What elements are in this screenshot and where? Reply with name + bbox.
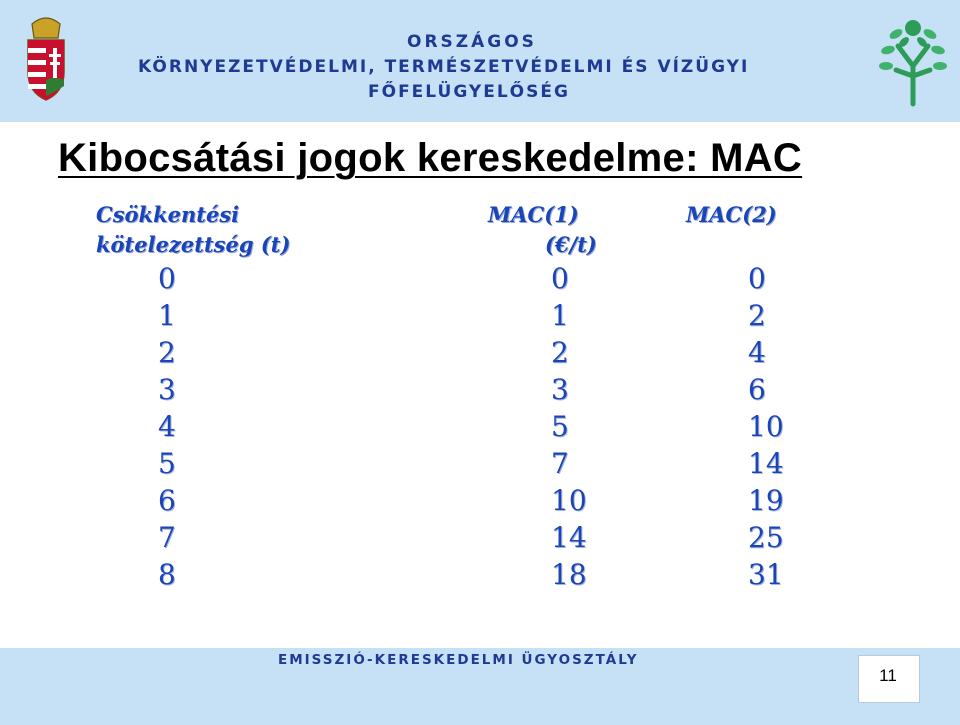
- table-cell: 4: [158, 410, 176, 443]
- table-cell: 5: [551, 410, 569, 443]
- header-mac2: MAC(2): [686, 202, 777, 227]
- table-cell: 1: [158, 299, 176, 332]
- slide-title: Kibocsátási jogok kereskedelme: MAC: [58, 136, 803, 180]
- table-cell: 6: [158, 484, 176, 517]
- header-mac1-line1: MAC(1): [488, 202, 579, 227]
- table-cell: 0: [551, 262, 569, 295]
- header-reduction-line1: Csökkentési: [96, 202, 240, 227]
- column-mac2: [748, 260, 808, 593]
- table-cell: 0: [748, 262, 766, 295]
- table-cell: 3: [158, 373, 176, 406]
- table-cell: 2: [158, 336, 176, 369]
- table-cell: 0: [158, 262, 176, 295]
- table-cell: 14: [551, 521, 587, 554]
- table-cell: 8: [158, 558, 176, 591]
- table-cell: 7: [551, 447, 569, 480]
- table-cell: 10: [748, 410, 784, 443]
- table-cell: 19: [748, 484, 784, 517]
- org-name-line3: FŐFELÜGYELŐSÉG: [368, 82, 570, 102]
- table-cell: 10: [551, 484, 587, 517]
- header-mac1-unit: (€/t): [545, 232, 597, 257]
- table-cell: 31: [748, 558, 784, 591]
- table-cell: 7: [158, 521, 176, 554]
- table-cell: 6: [748, 373, 766, 406]
- table-cell: 18: [551, 558, 587, 591]
- table-cell: 14: [748, 447, 784, 480]
- tree-logo-icon: [876, 12, 950, 108]
- org-name-line1: ORSZÁGOS: [407, 32, 537, 52]
- org-name-line2: KÖRNYEZETVÉDELMI, TERMÉSZETVÉDELMI ÉS VÍZÜGYI: [138, 57, 750, 77]
- header-reduction-line2: kötelezettség (t): [96, 232, 291, 257]
- table-cell: 1: [551, 299, 569, 332]
- table-cell: 2: [551, 336, 569, 369]
- table-cell: 3: [551, 373, 569, 406]
- table-cell: 4: [748, 336, 766, 369]
- column-mac1: [551, 260, 611, 593]
- page-number: 11: [879, 666, 897, 685]
- column-reduction: [158, 260, 218, 593]
- table-cell: 5: [158, 447, 176, 480]
- footer-department: EMISSZIÓ-KERESKEDELMI ÜGYOSZTÁLY: [278, 652, 639, 668]
- table-cell: 2: [748, 299, 766, 332]
- table-cell: 25: [748, 521, 784, 554]
- hungarian-coat-of-arms-icon: [22, 16, 70, 102]
